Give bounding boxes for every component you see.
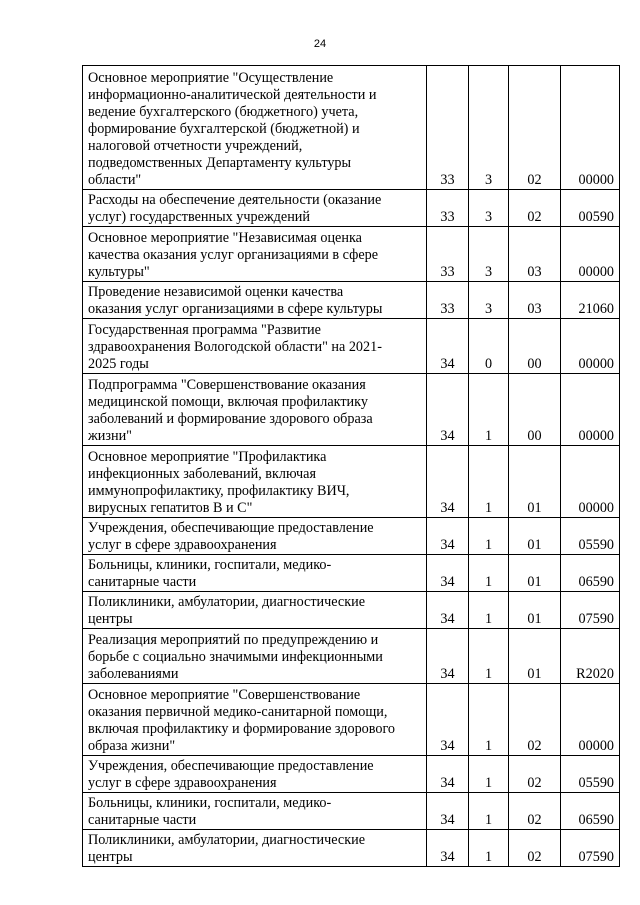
code-cell-c4: 06590 [561,793,620,830]
code-cell-c2: 3 [469,66,509,190]
description-line: Учреждения, обеспечивающие предоставление [88,520,374,536]
code-cell-c1: 33 [427,190,469,227]
description-line: области" [88,172,142,188]
code-cell-c1: 34 [427,446,469,518]
code-cell-c2: 3 [469,190,509,227]
description-line: Основное мероприятие "Совершенствование [88,687,361,703]
code-cell-c4: 07590 [561,592,620,629]
code-cell-c2: 1 [469,374,509,446]
code-cell-c4: 00000 [561,319,620,374]
table-row [83,227,620,282]
row-description [83,66,427,190]
table-row [83,518,620,555]
row-description [83,446,427,518]
table-row [83,793,620,830]
description-line: Основное мероприятие "Осуществление [88,70,334,86]
description-line: заболеваний и формирование здорового образа [88,411,373,427]
table-body [83,66,620,867]
description-line: заболеваниями [88,666,179,682]
code-cell-c2: 1 [469,756,509,793]
code-cell-c4: 00000 [561,446,620,518]
code-cell-c1: 34 [427,518,469,555]
code-cell-c2: 1 [469,518,509,555]
description-line: налоговой отчетности учреждений, [88,138,303,154]
description-line: культуры" [88,264,150,280]
code-cell-c1: 33 [427,282,469,319]
description-line: иммунопрофилактику, профилактику ВИЧ, [88,483,350,499]
description-line: здравоохранения Вологодской области" на 2021- [88,339,382,355]
row-description [83,592,427,629]
table-row [83,592,620,629]
code-cell-c3: 02 [509,190,561,227]
code-cell-c3: 01 [509,592,561,629]
description-line: информационно-аналитической деятельности и [88,87,377,103]
code-cell-c3: 02 [509,756,561,793]
code-cell-c4: 05590 [561,756,620,793]
code-cell-c4: 00000 [561,227,620,282]
code-cell-c1: 33 [427,66,469,190]
row-description [83,319,427,374]
row-description [83,793,427,830]
row-description [83,555,427,592]
code-cell-c4: 00000 [561,684,620,756]
description-line: Поликлиники, амбулатории, диагностические [88,832,365,848]
description-line: Реализация мероприятий по предупреждению и [88,632,379,648]
description-line: подведомственных Департаменту культуры [88,155,352,171]
code-cell-c4: 06590 [561,555,620,592]
description-line: формирование бухгалтерской (бюджетной) и [88,121,360,137]
description-line: услуг в сфере здравоохранения [88,775,277,791]
row-description [83,684,427,756]
description-line: инфекционных заболеваний, включая [88,466,316,482]
code-cell-c3: 02 [509,793,561,830]
code-cell-c3: 02 [509,66,561,190]
code-cell-c4: 05590 [561,518,620,555]
code-cell-c3: 00 [509,319,561,374]
row-description [83,629,427,684]
code-cell-c1: 34 [427,684,469,756]
code-cell-c4: 00000 [561,66,620,190]
description-line: санитарные части [88,574,197,590]
row-description [83,374,427,446]
description-line: образа жизни" [88,738,176,754]
description-line: Больницы, клиники, госпитали, медико- [88,557,332,573]
row-description [83,830,427,867]
description-line: услуг) государственных учреждений [88,209,310,225]
code-cell-c1: 33 [427,227,469,282]
table-row [83,684,620,756]
code-cell-c1: 34 [427,319,469,374]
code-cell-c2: 1 [469,446,509,518]
table-row [83,66,620,190]
description-line: ведение бухгалтерского (бюджетного) учета, [88,104,359,120]
table-row [83,319,620,374]
row-description [83,756,427,793]
code-cell-c1: 34 [427,629,469,684]
description-line: центры [88,849,133,865]
code-cell-c3: 02 [509,684,561,756]
table-row [83,629,620,684]
code-cell-c1: 34 [427,555,469,592]
code-cell-c1: 34 [427,793,469,830]
code-cell-c2: 1 [469,555,509,592]
code-cell-c3: 01 [509,629,561,684]
description-line: Основное мероприятие "Профилактика [88,449,327,465]
description-line: Государственная программа "Развитие [88,322,321,338]
description-line: медицинской помощи, включая профилактику [88,394,368,410]
table-row [83,830,620,867]
code-cell-c2: 0 [469,319,509,374]
table-row [83,282,620,319]
code-cell-c3: 02 [509,830,561,867]
code-cell-c3: 03 [509,227,561,282]
table-row [83,374,620,446]
description-line: услуг в сфере здравоохранения [88,537,277,553]
page-number: 24 [313,38,327,50]
row-description [83,282,427,319]
description-line: санитарные части [88,812,197,828]
code-cell-c1: 34 [427,592,469,629]
code-cell-c1: 34 [427,374,469,446]
code-cell-c2: 3 [469,282,509,319]
row-description [83,227,427,282]
description-line: Учреждения, обеспечивающие предоставление [88,758,374,774]
description-line: борьбе с социально значимыми инфекционными [88,649,383,665]
code-cell-c4: 21060 [561,282,620,319]
code-cell-c2: 1 [469,793,509,830]
code-cell-c4: 07590 [561,830,620,867]
table-row [83,446,620,518]
code-cell-c3: 00 [509,374,561,446]
code-cell-c3: 01 [509,518,561,555]
description-line: оказания первичной медико-санитарной помощи, [88,704,388,720]
description-line: центры [88,611,133,627]
code-cell-c2: 1 [469,830,509,867]
description-line: Основное мероприятие "Независимая оценка [88,230,362,246]
code-cell-c4: 00000 [561,374,620,446]
code-cell-c2: 3 [469,227,509,282]
description-line: оказания услуг организациями в сфере культуры [88,301,383,317]
code-cell-c2: 1 [469,684,509,756]
code-cell-c4: R2020 [561,629,620,684]
table-row [83,190,620,227]
description-line: Проведение независимой оценки качества [88,284,344,300]
code-cell-c4: 00590 [561,190,620,227]
code-cell-c2: 1 [469,592,509,629]
code-cell-c3: 01 [509,555,561,592]
table-row [83,756,620,793]
description-line: включая профилактику и формирование здорового [88,721,396,737]
row-description [83,518,427,555]
description-line: 2025 годы [88,356,149,372]
code-cell-c1: 34 [427,756,469,793]
description-line: Больницы, клиники, госпитали, медико- [88,795,332,811]
code-cell-c3: 03 [509,282,561,319]
description-line: Поликлиники, амбулатории, диагностические [88,594,365,610]
code-cell-c1: 34 [427,830,469,867]
description-line: вирусных гепатитов В и С" [88,500,253,516]
description-line: жизни" [88,428,132,444]
budget-classification-table [82,65,620,867]
description-line: качества оказания услуг организациями в сфере [88,247,379,263]
description-line: Подпрограмма "Совершенствование оказания [88,377,366,393]
code-cell-c3: 01 [509,446,561,518]
description-line: Расходы на обеспечение деятельности (оказание [88,192,382,208]
table-row [83,555,620,592]
row-description [83,190,427,227]
code-cell-c2: 1 [469,629,509,684]
